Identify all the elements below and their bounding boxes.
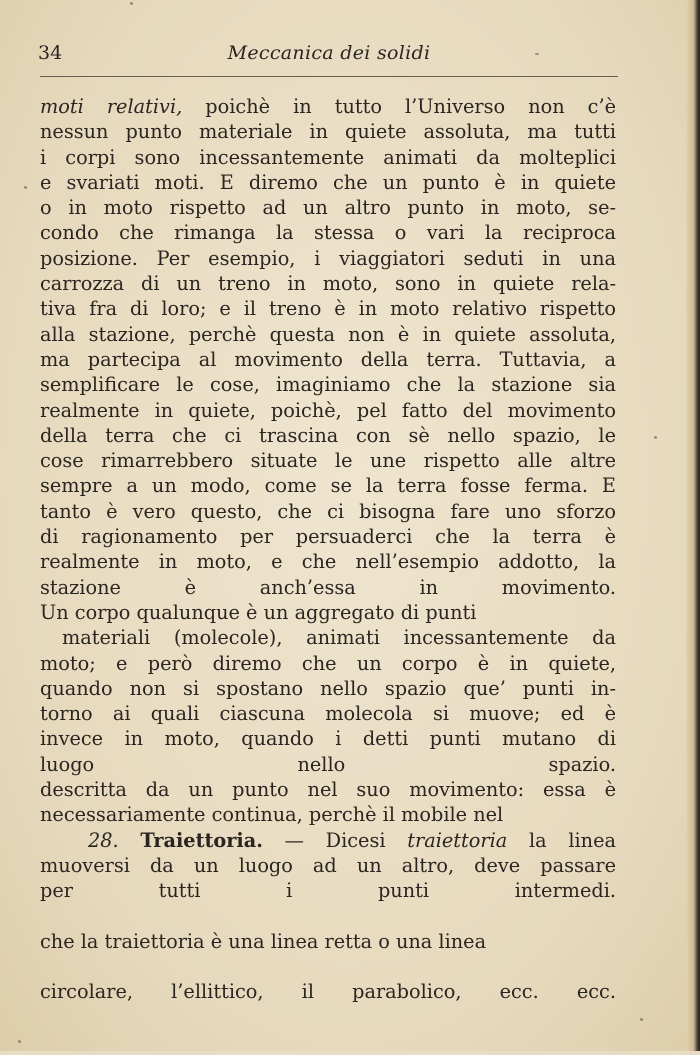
paper-speck	[18, 1040, 21, 1043]
section-heading-line: 28. Traiettoria. — Dicesi traiettoria la linea	[88, 828, 616, 852]
paper-speck	[130, 2, 133, 5]
text-line	[40, 1030, 616, 1055]
text-line: Un corpo qualunque è un aggregato di punti	[40, 600, 477, 624]
text-line: materiali (molecole), animati incessantemente da	[62, 626, 616, 650]
text-line: moto; e però diremo che un corpo è in quiete,	[40, 651, 616, 675]
paper-speck	[535, 53, 539, 55]
text-line: realmente in quiete, poichè, pel fatto del movimento	[40, 398, 616, 422]
text-line: che la traiettoria è una linea retta o una linea	[40, 929, 487, 953]
running-title: Meccanica dei solidi	[227, 42, 431, 64]
text-line: descritta da un punto nel suo movimento: essa è	[40, 778, 616, 802]
text-line: circolare, l’ellittico, il parabolico, ecc. ecc.	[40, 980, 616, 1004]
text-line: torno ai quali ciascuna molecola si muove; ed è	[40, 702, 616, 726]
text-line	[40, 954, 616, 979]
paper-speck	[24, 186, 27, 189]
paper-speck	[640, 1018, 643, 1021]
text-line: moti relativi, poichè in tutto l’Universo non c’è	[40, 95, 617, 118]
text-line: invece in moto, quando i detti punti mutano di	[40, 727, 616, 751]
paper-speck	[654, 436, 657, 439]
text-line: tanto è vero questo, che ci bisogna fare uno sforzo	[40, 499, 616, 523]
body-text	[40, 94, 616, 1055]
text-line: stazione è anch’essa in movimento.	[40, 575, 616, 599]
page-number: 34	[38, 42, 63, 64]
text-line: e svariati moti. E diremo che un punto è in quiete	[40, 170, 616, 194]
text-line: sempre a un modo, come se la terra fosse ferma. E	[40, 474, 616, 498]
text-line: alla stazione, perchè questa non è in quiete assoluta,	[40, 322, 616, 346]
text-line	[40, 904, 616, 929]
text-line: per tutti i punti intermedi.	[40, 879, 616, 903]
text-line: o in moto rispetto ad un altro punto in moto, se-	[40, 196, 616, 220]
text-line	[40, 1005, 616, 1030]
text-line: posizione. Per esempio, i viaggiatori seduti in una	[40, 246, 616, 270]
text-line: semplificare le cose, imaginiamo che la stazione sia	[40, 373, 616, 397]
page-edge-shadow	[686, 0, 700, 1051]
text-line: carrozza di un treno in moto, sono in quiete rela-	[40, 272, 616, 296]
text-line: ma partecipa al movimento della terra. Tuttavia, a	[40, 347, 616, 371]
text-line: tiva fra di loro; e il treno è in moto relativo rispetto	[40, 297, 616, 321]
text-line: realmente in moto, e che nell’esempio addotto, la	[40, 550, 616, 574]
text-line: luogo nello spazio.	[40, 752, 616, 776]
text-line: nessun punto materiale in quiete assoluta, ma tutti	[40, 120, 616, 144]
text-line: muoversi da un luogo ad un altro, deve passare	[40, 853, 616, 877]
page-header	[38, 42, 620, 72]
text-line: necessariamente continua, perchè il mobile nel	[40, 803, 504, 827]
header-rule	[40, 76, 618, 77]
text-line: condo che rimanga la stessa o vari la reciproca	[40, 221, 616, 245]
text-line: quando non si spostano nello spazio que’ punti in-	[40, 676, 616, 700]
text-line: i corpi sono incessantemente animati da molteplici	[40, 145, 616, 169]
text-line: cose rimarrebbero situate le une rispetto alle altre	[40, 449, 616, 473]
text-line: della terra che ci trascina con sè nello spazio, le	[40, 423, 616, 447]
text-line: di ragionamento per persuaderci che la terra è	[40, 525, 616, 549]
